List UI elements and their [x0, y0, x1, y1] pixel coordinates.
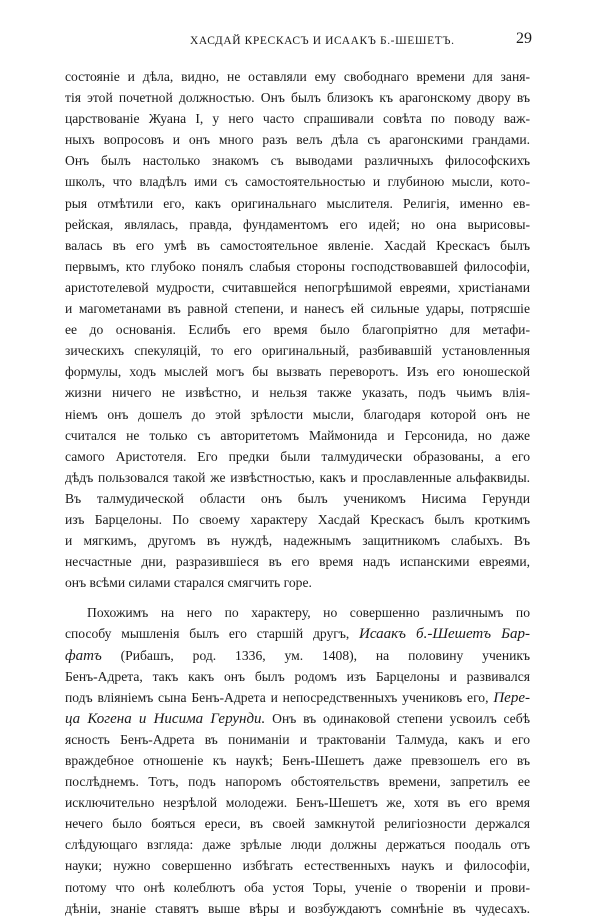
- text-line: науки; нужно совершенно избѣгать естественныхъ наукъ и философіи,: [65, 858, 530, 874]
- text-line: изъ Барцелоны. По своему характеру Хасдай Крескасъ былъ кроткимъ: [65, 511, 530, 527]
- text-line: считался не только съ авторитетомъ Маймонида и Герсонида, но даже: [65, 427, 530, 443]
- text-line: зическихъ спекуляцій, то его оригинальный, разбивавшій установленныя: [65, 343, 530, 359]
- paragraph-1: [65, 66, 530, 593]
- text-line: Бенъ-Адрета, такъ какъ онъ былъ родомъ изъ Барцелоны и развивался: [65, 668, 530, 684]
- text-line: школъ, что владѣлъ ими съ самостоятельностью и глубиною мысли, кото-: [65, 174, 530, 190]
- text-line: способу мышленія былъ его старшій другъ, Исаакъ б.-Шешетъ Бар-: [65, 626, 530, 643]
- text-line: ее до основанія. Еслибъ его время было благопріятно для метафи-: [65, 322, 530, 338]
- running-title: ХАСДАЙ КРЕСКАСЪ И ИСААКЪ Б.-ШЕШЕТЪ.: [190, 35, 455, 47]
- text-line: царствованіе Жуана I, у него часто спрашивали совѣта по поводу важ-: [65, 111, 530, 127]
- person-name: ца Когена и Нисима Герунди.: [65, 710, 266, 727]
- text-line: ясность Бенъ-Адрета въ пониманіи и трактованіи Талмуда, какъ и его: [65, 731, 530, 747]
- page-number: 29: [516, 30, 532, 47]
- paragraph-2: [65, 602, 530, 918]
- running-header: [0, 30, 600, 50]
- text-line: враждебное отношеніе къ наукѣ; Бенъ-Шешетъ даже превзошелъ его въ: [65, 753, 530, 768]
- text-line: рыя отмѣтили его, какъ оригинальнаго мыслителя. Религія, именно ев-: [65, 195, 530, 211]
- text-line: самого Аристотеля. Его предки были талмудически образованы, а его: [65, 448, 530, 464]
- text-line: рейская, являлась, правда, фундаментомъ его идей; но она вырисовы-: [65, 216, 530, 232]
- text-line: потому что онѣ колеблютъ оба устоя Торы, ученіе о твореніи и прови-: [65, 879, 530, 895]
- text-line: ніемъ онъ дошелъ до этой зрѣлости мысли, благодаря которой онъ не: [65, 406, 530, 422]
- text-line: первымъ, кто глубоко понялъ слабыя стороны господствовавшей философіи,: [65, 258, 530, 274]
- text-line: онъ всѣми силами старался смягчить горе.: [65, 575, 312, 591]
- text-line: Похожимъ на него по характеру, но совершенно различнымъ по: [87, 605, 530, 621]
- text-line: жизни ничего не извѣстно, и нельзя также указать, подъ чьимъ влія-: [65, 385, 530, 401]
- text-line: дѣдъ пользовался такой же извѣстностью, какъ и прославленные альфаквиды.: [65, 469, 530, 485]
- text-line: ца Когена и Нисима Герунди. Онъ въ одинаковой степени усвоилъ себѣ: [65, 710, 530, 727]
- text-line: несчастные дни, разразившіеся въ его время надъ испанскими евреями,: [65, 554, 530, 570]
- text-line: состояніе и дѣла, видно, не оставляли ему свободнаго времени для заня-: [65, 69, 530, 84]
- text-line: подъ вліяніемъ сына Бенъ-Адрета и непосредственныхъ учениковъ его, Пере-: [65, 689, 530, 706]
- text-line: послѣднемъ. Тотъ, подъ напоромъ обстоятельствъ времени, запретилъ ее: [65, 774, 530, 790]
- text-line: нечего было бояться ереси, въ своей замкнутой религіозности держался: [65, 816, 530, 832]
- body-text: [65, 66, 530, 919]
- text-line: и магометанами въ равной степени, и нанесъ ей сильные удары, потрясшіе: [65, 301, 530, 317]
- text-line: Въ талмудической области онъ былъ ученикомъ Нисима Герунди: [65, 490, 530, 506]
- text-line: исключительно незрѣлой молодежи. Бенъ-Шешетъ же, хотя въ его время: [65, 795, 530, 811]
- person-name: фатъ: [65, 647, 102, 664]
- text-line: слѣдующаго взгляда: даже зрѣлые люди должны держаться поодаль отъ: [65, 837, 530, 853]
- text-line: фатъ (Рибашъ, род. 1336, ум. 1408), на половину ученикъ: [65, 647, 530, 664]
- text-line: дѣніи, знаніе ставятъ выше вѣры и возбуждаютъ сомнѣніе въ чудесахъ.: [65, 900, 530, 916]
- text-line: Онъ былъ настолько знакомъ съ выводами различныхъ философскихъ: [65, 153, 530, 169]
- text-line: аристотелевой мудрости, считавшейся непогрѣшимой евреями, христіанами: [65, 279, 530, 295]
- text-line: тія этой почетной должностью. Онъ былъ близокъ къ арагонскому двору въ: [65, 90, 530, 106]
- text-line: ныхъ вопросовъ и онъ много разъ велъ дѣла съ арагонскими грандами.: [65, 132, 530, 148]
- text-line: формулы, ходъ мыслей могъ бы вызвать переворотъ. Изъ его юношеской: [65, 364, 530, 380]
- text-line: и мягкимъ, другомъ въ нуждѣ, надежнымъ защитникомъ слабыхъ. Въ: [65, 533, 530, 549]
- person-name: Пере-: [493, 689, 530, 706]
- text-line: валась въ его умѣ въ самостоятельное явленіе. Хасдай Крескасъ былъ: [65, 237, 530, 253]
- person-name: Исаакъ б.-Шешетъ Бар-: [359, 626, 530, 643]
